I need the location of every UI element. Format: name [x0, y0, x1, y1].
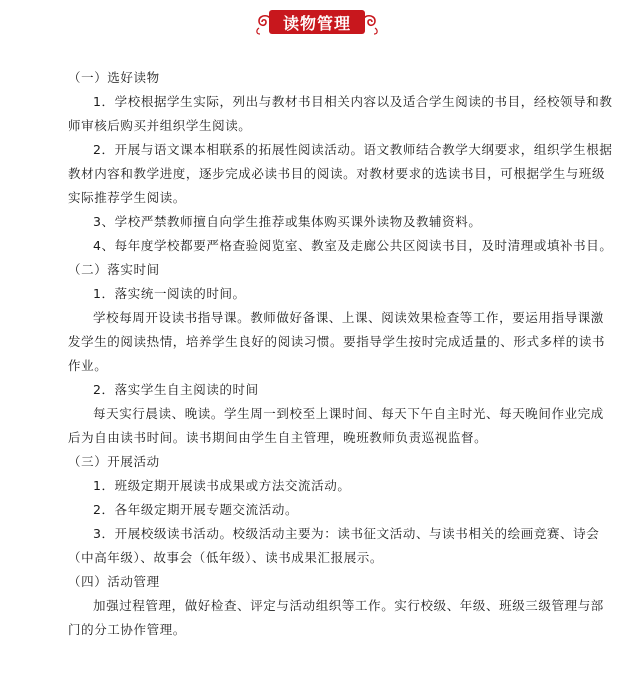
paragraph: 3、学校严禁教师擅自向学生推荐或集体购买课外读物及教辅资料。	[93, 214, 482, 229]
paragraph: 3．开展校级读书活动。校级活动主要为：读书征文活动、与读书相关的绘画竞赛、诗会（中高年级）、故事会（低年级）、读书成果汇报展示。	[68, 526, 600, 565]
section-heading: （二）落实时间	[68, 262, 160, 277]
article-body	[68, 66, 616, 642]
paragraph: 1．落实统一阅读的时间。	[93, 286, 246, 301]
section-heading: （一）选好读物	[68, 70, 160, 85]
paragraph: 1．学校根据学生实际，列出与教材书目相关内容以及适合学生阅读的书目，经校领导和教师审核后购买并组织学生阅读。	[68, 94, 613, 133]
title-badge	[253, 6, 381, 36]
swirl-right-icon	[359, 6, 381, 36]
title-area	[0, 4, 634, 38]
paragraph: 学校每周开设读书指导课。教师做好备课、上课、阅读效果检查等工作，要运用指导课激发学生的阅读热情，培养学生良好的阅读习惯。要指导学生按时完成适量的、形式多样的读书作业。	[68, 310, 606, 373]
section-heading: （四）活动管理	[68, 574, 160, 589]
paragraph: 4、每年度学校都要严格查验阅览室、教室及走廊公共区阅读书目，及时清理或填补书目。	[93, 238, 613, 253]
paragraph: 加强过程管理，做好检查、评定与活动组织等工作。实行校级、年级、班级三级管理与部门的分工协作管理。	[68, 598, 604, 637]
section-heading: （三）开展活动	[68, 454, 160, 469]
paragraph: 2．各年级定期开展专题交流活动。	[93, 502, 299, 517]
page-title: 读物管理	[269, 10, 365, 34]
paragraph: 1．班级定期开展读书成果或方法交流活动。	[93, 478, 351, 493]
paragraph: 2．落实学生自主阅读的时间	[93, 382, 259, 397]
paragraph: 2．开展与语文课本相联系的拓展性阅读活动。语文教师结合教学大纲要求，组织学生根据教材内容和教学进度，逐步完成必读书目的阅读。对教材要求的选读书目，可根据学生与班级实际推荐学生阅读。	[68, 142, 613, 205]
paragraph: 每天实行晨读、晚读。学生周一到校至上课时间、每天下午自主时光、每天晚间作业完成后为自由读书时间。读书期间由学生自主管理，晚班教师负责巡视监督。	[68, 406, 604, 445]
